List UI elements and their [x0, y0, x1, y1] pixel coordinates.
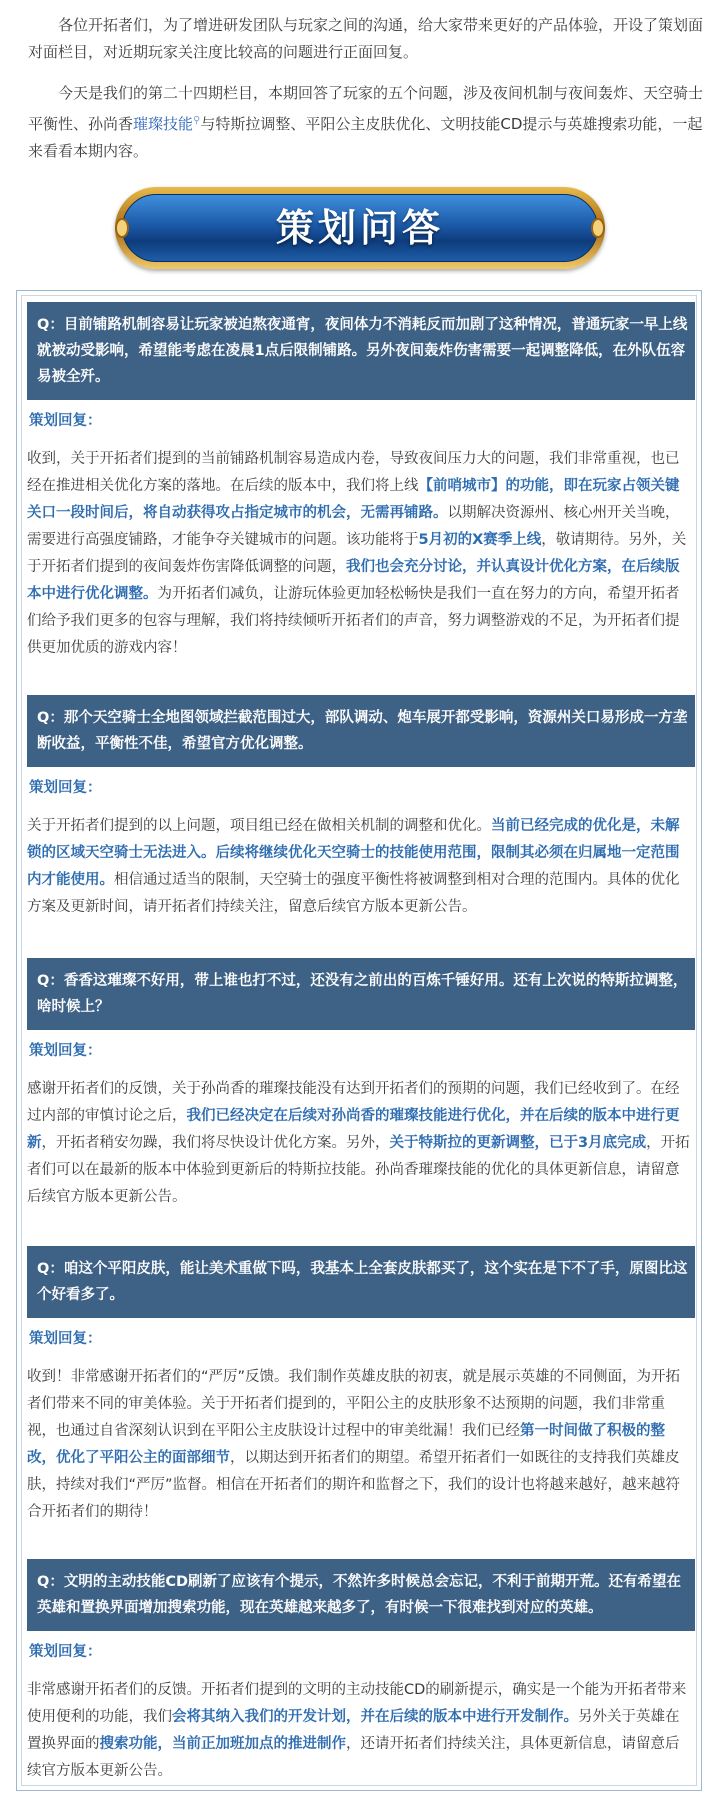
question-5: Q：文明的主动技能CD刷新了应该有个提示，不然许多时候总会忘记，不利于前期开荒。还有希望在英雄和置换界面增加搜索功能，现在英雄越来越多了，有时候一下很难找到对应的英雄。 — [27, 1559, 695, 1631]
reply-label-5: 策划回复： — [29, 1644, 102, 1660]
reply-label-3: 策划回复： — [29, 1043, 102, 1059]
answer-1-highlight-1: 【前哨城市】的功能，即在玩家占领关键关口一段时间后，将自动获得攻占指定城市的机会，无需再铺路。 — [27, 478, 680, 521]
answer-4 — [27, 1364, 693, 1526]
question-2: Q：那个天空骑士全地图领域拦截范围过大，部队调动、炮车展开都受影响，资源州关口易形成一方垄断收益，平衡性不佳，希望官方优化调整。 — [27, 695, 695, 767]
answer-1-highlight-2: 5月初的X赛季上线 — [418, 532, 542, 548]
answer-2-part-2: 相信通过适当的限制，天空骑士的强度平衡性将被调整到相对合理的范围内。具体的优化方案及更新时间，请开拓者们持续关注，留意后续官方版本更新公告。 — [27, 872, 680, 915]
answer-5-part-1: 非常感谢开拓者们的反馈。开拓者们提到的文明的主动技能CD的刷新提示，确实是一个能为开拓者带来使用便利的功能，我们 — [27, 1682, 687, 1725]
answer-1-highlight-3: 我们也会充分讨论，并认真设计优化方案，在后续版本中进行优化调整。 — [27, 559, 680, 602]
answer-2-part-1: 关于开拓者们提到的以上问题，项目组已经在做相关机制的调整和优化。 — [27, 818, 491, 834]
section-banner — [115, 187, 605, 269]
answer-5-part-3: ，还请开拓者们持续关注，具体更新信息，请留意后续官方版本更新公告。 — [27, 1736, 680, 1779]
search-icon[interactable]: ⚲ — [193, 115, 201, 126]
qa-section — [16, 290, 702, 1791]
intro-text-after: 与特斯拉调整、平阳公主皮肤优化、文明技能CD提示与英雄搜索功能，一起来看看本期内容。 — [28, 115, 703, 160]
intro-paragraph-1: 各位开拓者们，为了增进研发团队与玩家之间的沟通，给大家带来更好的产品体验，开设了策划面对面栏目，对近期玩家关注度比较高的问题进行正面回复。 — [28, 16, 704, 61]
answer-5-highlight-1: 会将其纳入我们的开发计划，并在后续的版本中进行开发制作。 — [172, 1709, 578, 1725]
answer-5 — [27, 1677, 693, 1785]
skill-link[interactable]: 璀璨技能 — [133, 115, 194, 133]
answer-1 — [27, 446, 693, 662]
reply-label-2: 策划回复： — [29, 780, 102, 796]
intro-text-before: 今天是我们的第二十四期栏目，本期回答了玩家的五个问题，涉及夜间机制与夜间轰炸、天空骑士平衡性、孙尚香 — [28, 84, 704, 133]
answer-4-highlight-1: 第一时间做了积极的整改，优化了平阳公主的面部细节 — [27, 1423, 665, 1466]
answer-5-part-2: 另外关于英雄在置换界面的 — [27, 1709, 680, 1752]
answer-2-highlight-1: 当前已经完成的优化是，未解锁的区域天空骑士无法进入。后续将继续优化天空骑士的技能使用范围，限制其必须在归属地一定范围内才能使用。 — [27, 818, 680, 888]
answer-1-part-1: 收到，关于开拓者们提到的当前铺路机制容易造成内卷，导致夜间压力大的问题，我们非常重视，也已经在推进相关优化方案的落地。在后续的版本中，我们将上线 — [27, 451, 680, 494]
answer-1-part-2: 以期解决资源州、核心州开关当晚，需要进行高强度铺路，才能争夺关键城市的问题。该功能将于 — [27, 505, 680, 548]
answer-5-highlight-2: 搜索功能，当前正加班加点的推进制作 — [99, 1736, 346, 1752]
answer-3 — [27, 1076, 693, 1211]
answer-3-part-1: 感谢开拓者们的反馈，关于孙尚香的璀璨技能没有达到开拓者们的预期的问题，我们已经收到了。在经过内部的审慎讨论之后， — [27, 1081, 680, 1124]
answer-4-part-2: ，以期达到开拓者们的期望。希望开拓者们一如既往的支持我们英雄皮肤，持续对我们“严厉”监督。相信在开拓者们的期许和监督之下，我们的设计也将越来越好，越来越符合开拓者们的期待！ — [27, 1450, 681, 1520]
answer-3-part-2: ，开拓者稍安勿躁，我们将尽快设计优化方案。另外， — [41, 1135, 390, 1151]
answer-3-part-3: ，开拓者们可以在最新的版本中体验到更新后的特斯拉技能。孙尚香璀璨技能的优化的具体更新信息，请留意后续官方版本更新公告。 — [27, 1135, 690, 1205]
question-3: Q：香香这璀璨不好用，带上谁也打不过，还没有之前出的百炼千锤好用。还有上次说的特斯拉调整，啥时候上？ — [27, 958, 695, 1030]
question-4: Q：咱这个平阳皮肤，能让美术重做下吗，我基本上全套皮肤都买了，这个实在是下不了手，原图比这个好看多了。 — [27, 1246, 695, 1318]
answer-3-highlight-2: 关于特斯拉的更新调整，已于3月底完成 — [389, 1135, 647, 1151]
banner-title: 策划问答 — [275, 206, 444, 250]
answer-1-part-3: ，敬请期待。另外，关于开拓者们提到的夜间轰炸伤害降低调整的问题， — [27, 532, 687, 575]
question-1: Q：目前铺路机制容易让玩家被迫熬夜通宵，夜间体力不消耗反而加剧了这种情况，普通玩家一早上线就被动受影响，希望能考虑在凌晨1点后限制铺路。另外夜间轰炸伤害需要一起调整降低，在外队伍容易被全歼。 — [27, 302, 695, 400]
reply-label-4: 策划回复： — [29, 1331, 102, 1347]
answer-3-highlight-1: 我们已经决定在后续对孙尚香的璀璨技能进行优化，并在后续的版本中进行更新 — [27, 1108, 680, 1151]
reply-label-1: 策划回复： — [29, 413, 102, 429]
intro-paragraph-2 — [28, 80, 704, 165]
answer-1-part-4: 为开拓者们减负，让游玩体验更加轻松畅快是我们一直在努力的方向，希望开拓者们给予我们更多的包容与理解，我们将持续倾听开拓者们的声音，努力调整游戏的不足，为开拓者们提供更加优质的游戏内容！ — [27, 586, 680, 656]
answer-2 — [27, 813, 693, 921]
answer-4-part-1: 收到！非常感谢开拓者们的“严厉”反馈。我们制作英雄皮肤的初衷，就是展示英雄的不同侧面，为开拓者们带来不同的审美体验。关于开拓者们提到的，平阳公主的皮肤形象不达预期的问题，我们非常重视，也通过自省深刻认识到在平阳公主皮肤设计过程中的审美纰漏！我们已经 — [27, 1369, 681, 1439]
